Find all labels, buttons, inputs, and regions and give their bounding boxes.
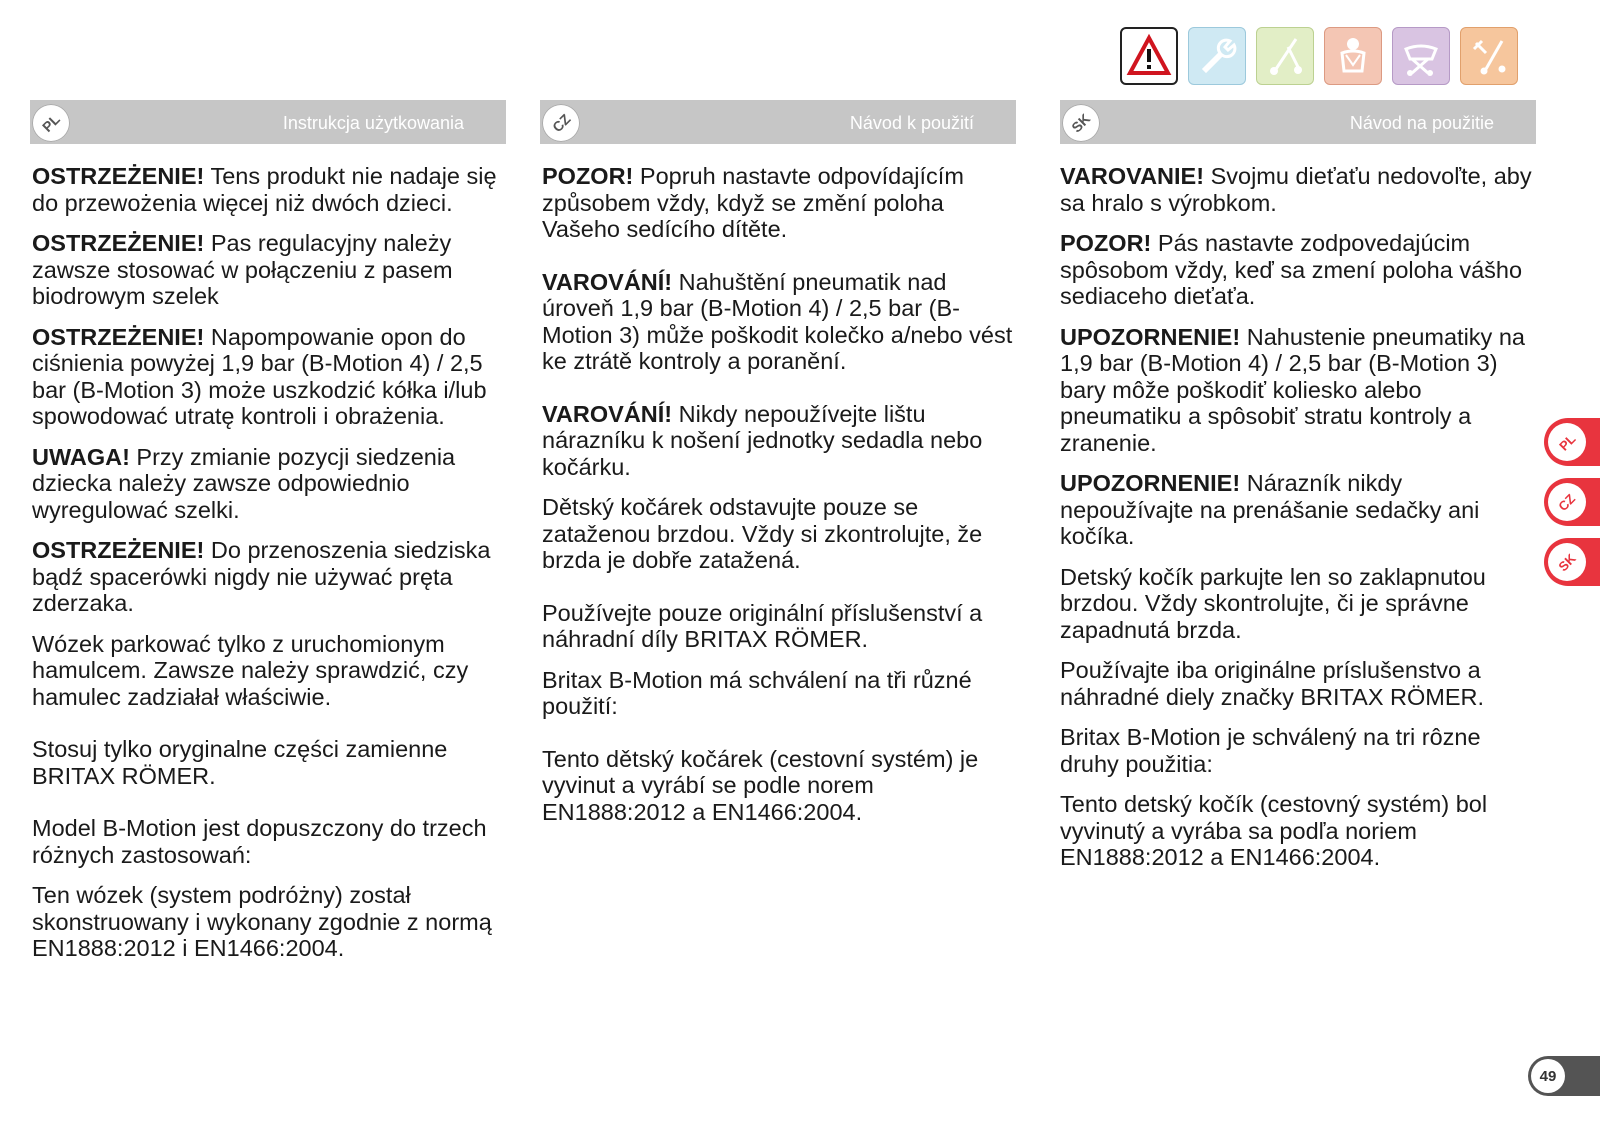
paragraph: UWAGA! Przy zmianie pozycji siedzenia dziecka należy zawsze odpowiednio wyregulować szelki.: [32, 443, 456, 523]
language-tab-sk: SK: [1544, 538, 1600, 586]
paragraph: Tento detský kočík (cestovný systém) bol vyvinutý a vyrába sa podľa noriem EN1888:2012 a EN1466:2004.: [1060, 791, 1488, 870]
column-pl: [32, 163, 510, 976]
page-number-tab: [1528, 1056, 1600, 1096]
language-badge: CZ: [542, 104, 580, 142]
paragraph: Používejte pouze originální příslušenství a náhradní díly BRITAX RÖMER.: [542, 599, 983, 652]
column-title: Návod k použití: [849, 113, 974, 133]
warning-triangle-icon: [1120, 27, 1178, 85]
paragraph: UPOZORNENIE! Nahustenie pneumatiky na 1,9 bar (B-Motion 4) / 2,5 bar (B-Motion 3) bary môže poškodiť koliesko alebo pneumatiku a spôsobiť stratu kontroly a zranenie.: [1060, 323, 1525, 456]
language-tab-pl: PL: [1544, 418, 1600, 466]
stroller-fold-icon: [1256, 27, 1314, 85]
paragraph: POZOR! Popruh nastavte odpovídajícím způsobem vždy, když se změní poloha Vašeho sedícího dítěte.: [542, 163, 964, 242]
paragraph: UPOZORNENIE! Nárazník nikdy nepoužívajte na prenášanie sedačky ani kočíka.: [1060, 470, 1480, 549]
paragraph: Britax B-Motion má schválení na tři různé použití:: [542, 666, 972, 719]
paragraph: OSTRZEŻENIE! Do przenoszenia siedziska bądź spacerówki nigdy nie używać pręta zderzaka.: [32, 537, 491, 616]
paragraph: Používajte iba originálne príslušenstvo a náhradné diely značky BRITAX RÖMER.: [1060, 657, 1485, 710]
paragraph: VAROVÁNÍ! Nahuštění pneumatik nad úroveň 1,9 bar (B-Motion 4) / 2,5 bar (B-Motion 3) může poškodit kolečko a/nebo vést ke ztrátě kontroly a poranění.: [542, 268, 1013, 374]
paragraph: VAROVÁNÍ! Nikdy nepoužívejte lištu nárazníku k nošení jednotky sedadla nebo kočárku.: [542, 400, 983, 480]
paragraph: Model B-Motion jest dopuszczony do trzech różnych zastosowań:: [32, 815, 487, 868]
paragraph: POZOR! Pás nastavte zodpovedajúcim spôsobom vždy, keď sa zmení poloha vášho sediaceho dieťaťa.: [1060, 230, 1523, 309]
language-badge: SK: [1062, 104, 1100, 142]
paragraph: Ten wózek (system podróżny) został skonstruowany i wykonany zgodnie z normą EN1888:2012 i EN1466:2004.: [32, 882, 492, 961]
paragraph: Dětský kočárek odstavujte pouze se zataženou brzdou. Vždy si zkontrolujte, že brzda je dobře zatažená.: [542, 494, 983, 573]
pictogram-bar: [1120, 27, 1518, 85]
language-badge: PL: [32, 104, 70, 142]
child-harness-icon: [1324, 27, 1382, 85]
column-title: Návod na použitie: [1349, 113, 1494, 133]
language-tabs: [1544, 418, 1600, 598]
stroller-repair-icon: [1460, 27, 1518, 85]
column-header-sk: [1060, 100, 1536, 144]
paragraph: Wózek parkować tylko z uruchomionym hamulcem. Zawsze należy sprawdzić, czy hamulec zadziałał właściwie.: [32, 630, 469, 710]
paragraph: VAROVANIE! Svojmu dieťaťu nedovoľte, aby sa hralo s výrobkom.: [1060, 163, 1532, 216]
language-tab-cz: CZ: [1544, 478, 1600, 526]
column-cz: [542, 163, 1020, 839]
paragraph: Tento dětský kočárek (cestovní systém) je vyvinut a vyrábí se podle norem EN1888:2012 a EN1466:2004.: [542, 745, 979, 825]
column-sk: [1060, 163, 1538, 885]
paragraph: Stosuj tylko oryginalne części zamienne BRITAX RÖMER.: [32, 736, 448, 789]
paragraph: OSTRZEŻENIE! Napompowanie opon do ciśnienia powyżej 1,9 bar (B-Motion 4) / 2,5 bar (B-Motion 3) może uszkodzić kółka i/lub spowodować utratę kontroli i obrażenia.: [32, 323, 487, 429]
page-number: 49: [1531, 1059, 1565, 1093]
paragraph: OSTRZEŻENIE! Pas regulacyjny należy zawsze stosować w połączeniu z pasem biodrowym szelek: [32, 230, 453, 309]
stroller-carrycot-icon: [1392, 27, 1450, 85]
column-header-cz: [540, 100, 1016, 144]
column-title: Instrukcja użytkowania: [282, 113, 464, 133]
paragraph: OSTRZEŻENIE! Tens produkt nie nadaje się do przewożenia więcej niż dwóch dzieci.: [32, 163, 497, 216]
paragraph: Britax B-Motion je schválený na tri rôzne druhy použitia:: [1060, 724, 1481, 777]
wrench-icon: [1188, 27, 1246, 85]
paragraph: Detský kočík parkujte len so zaklapnutou brzdou. Vždy skontrolujte, či je správne zapadnutá brzda.: [1060, 563, 1486, 643]
column-header-pl: [30, 100, 506, 144]
